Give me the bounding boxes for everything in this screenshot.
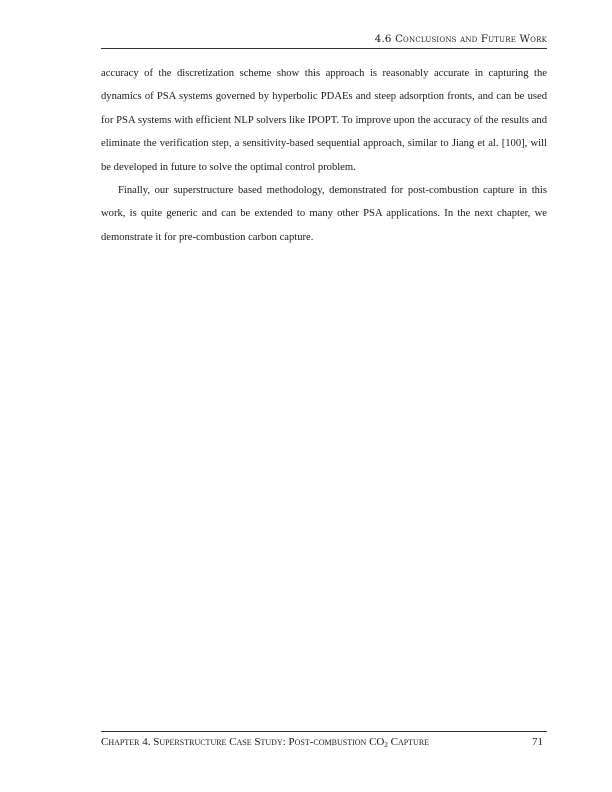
running-footer (101, 736, 547, 748)
page-number: 71 (532, 736, 543, 748)
body-text (101, 62, 547, 249)
footer-rule (101, 731, 547, 732)
running-header (101, 34, 547, 45)
paragraph-conclusion: Finally, our superstructure based methodology, demonstrated for post-combustion capture in this work, is quite generic and can be extended to many other PSA applications. In the next chapter, we demonstrate it for pre-combustion carbon capture. (101, 185, 547, 243)
chapter-title (101, 736, 429, 748)
section-title: Conclusions and Future Work (395, 34, 547, 45)
header-rule (101, 48, 547, 49)
section-number: 4.6 (374, 34, 392, 45)
chapter-title-text: Chapter 4. Superstructure Case Study: Post-combustion CO (101, 736, 385, 748)
chapter-title-suffix: Capture (387, 736, 430, 748)
co2-subscript: 2 (384, 741, 388, 749)
paragraph-continued: accuracy of the discretization scheme show this approach is reasonably accurate in capturing the dynamics of PSA systems governed by hyperbolic PDAEs and steep adsorption fronts, and can be used for PSA systems with efficient NLP solvers like IPOPT. To improve upon the accuracy of the results and eliminate the verification step, a sensitivity-based sequential approach, similar to Jiang et al. [100], will be developed in future to solve the optimal control problem. (101, 68, 547, 173)
